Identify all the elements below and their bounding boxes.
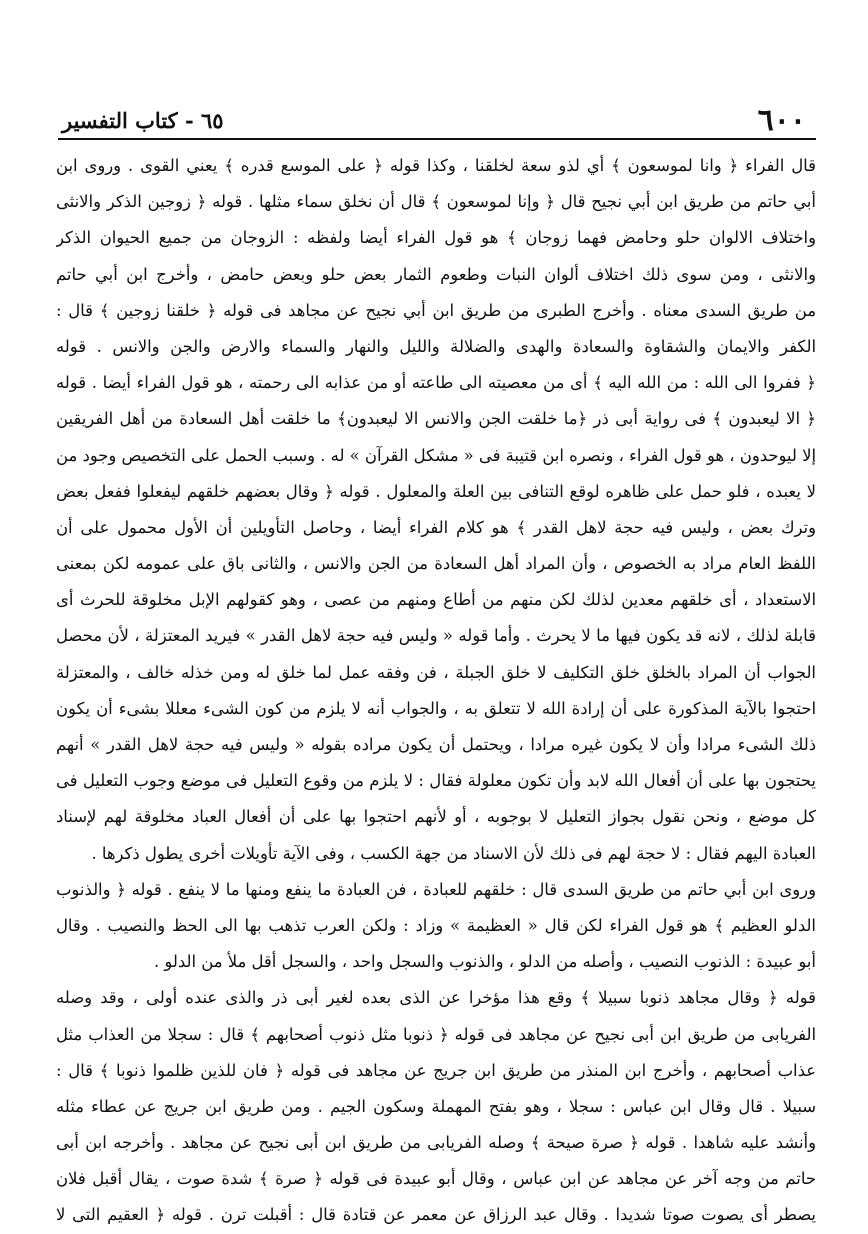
text-line: ﴿ الا ليعبدون ﴾ فى رواية أبى ذر ﴿ما خلقت الجن والانس الا ليعبدون﴾ ما خلقت أهل السعادة من أهل الفريقين <box>56 409 816 429</box>
text-line: إلا ليوحدون ، هو قول الفراء ، ونصره ابن قتيبة فى « مشكل القرآن » له . وسبب الحمل على التخصيص وجود من <box>56 445 816 465</box>
text-line: ذلك الشىء مرادا وأن لا يكون غيره مرادا ، ويحتمل أن يكون مراده بقوله « وليس فيه حجة لاهل القدر » أنهم <box>56 735 816 754</box>
text-line: قابلة لذلك ، لانه قد يكون فيها ما لا يحرث . وأما قوله « وليس فيه حجة لاهل القدر » فيريد المعتزلة ، لأن محصل <box>56 626 816 646</box>
text-line: اللفظ العام مراد به الخصوص ، وأن المراد أهل السعادة من الجن والانس ، والثانى باق على عمومه لكن بمعنى <box>56 554 816 574</box>
text-line: الدلو العظيم ﴾ هو قول الفراء لكن قال « العظيمة » وزاد : ولكن العرب تذهب بها الى الحظ والنصيب . وقال <box>56 915 816 935</box>
text-line: يصطر أى يصوت صوتا شديدا . وقال عبد الرزاق عن معمر عن قتادة قال : أقبلت ترن . قوله ﴿ العقيم التى لا <box>56 1205 816 1225</box>
text-line: أبو عبيدة : الذنوب النصيب ، وأصله من الدلو ، والذنوب والسجل واحد ، والسجل أقل ملأ من الدلو . <box>154 952 816 972</box>
page-number: ٦٠٠ <box>757 103 806 138</box>
text-line: قوله ﴿ وقال مجاهد ذنوبا سبيلا ﴾ وقع هذا مؤخرا عن الذى بعده لغير أبى ذر والذى عنده أولى ، وقد وصله <box>56 988 816 1008</box>
text-line: والانثى ، ومن سوى ذلك اختلاف ألوان النبات وطعوم الثمار بعض حلو وبعض حامض ، وأخرج ابن أبي حاتم <box>56 264 816 284</box>
text-line: احتجوا بالآية المذكورة على أن إرادة الله لا تتعلق به ، والجواب أنه لا يلزم من كون الشىء معللا بشىء أن يكون <box>56 698 816 718</box>
text-line: العبادة اليهم فقال : لا حجة لهم فى ذلك لأن الاسناد من جهة الكسب ، وفى الآية تأويلات أخرى يطول ذكرها . <box>91 843 816 863</box>
text-line: قال الفراء ﴿ وانا لموسعون ﴾ أي لذو سعة لخلقنا ، وكذا قوله ﴿ على الموسع قدره ﴾ يعني القوى . وروى ابن <box>56 156 816 175</box>
text-line: سبيلا . قال وقال ابن عباس : سجلا ، وهو بفتح المهملة وسكون الجيم . ومن طريق ابن جريج عن عطاء مثله <box>56 1096 816 1116</box>
text-line: يحتجون بها على أن أفعال الله لابد وأن تكون معلولة فقال : لا يلزم من وقوع التعليل فى موضع وجوب التعليل فى <box>56 771 816 791</box>
header-rule <box>58 138 816 140</box>
text-line: أبي حاتم من طريق ابن أبي نجيح قال ﴿ وإنا لموسعون ﴾ قال أن نخلق سماء مثلها . قوله ﴿ زوجين الذكر والانثى <box>56 192 816 212</box>
text-line: من طريق السدى معناه . وأخرج الطبرى من طريق ابن أبي نجيح عن مجاهد فى قوله ﴿ خلقنا زوجين ﴾ قال : <box>56 300 816 320</box>
text-line: حاتم من وجه آخر عن مجاهد عن ابن عباس ، وقال أبو عبيدة فى قوله ﴿ صرة ﴾ شدة صوت ، يقال أقبل فلان <box>56 1169 816 1189</box>
text-line: وأنشد عليه شاهدا . قوله ﴿ صرة صيحة ﴾ وصله الفريابى من طريق ابن أبى نجيح عن مجاهد . وأخرجه ابن أبى <box>56 1133 816 1153</box>
text-line: الاستعداد ، أى خلقهم معدين لذلك لكن منهم من أطاع ومنهم من عصى ، وهو كقولهم الإبل مخلوقة للحرث أى <box>56 590 816 610</box>
text-line: وروى ابن أبي حاتم من طريق السدى قال : خلقهم للعبادة ، فن العبادة ما ينفع ومنها ما لا ينفع . قوله ﴿ والذنوب <box>56 879 816 899</box>
text-line: لا يعبده ، فلو حمل على ظاهره لوقع التنافى بين العلة والمعلول . قوله ﴿ وقال بعضهم خلقهم ليفعلوا ففعل بعض <box>56 481 816 501</box>
text-line: ﴿ ففروا الى الله : من الله اليه ﴾ أى من معصيته الى طاعته أو من عذابه الى رحمته ، هو قول الفراء أيضا . قوله <box>56 373 816 393</box>
text-line: الكفر والايمان والشقاوة والسعادة والهدى والضلالة والليل والنهار والسماء والارض والجن والانس . قوله <box>56 336 816 356</box>
text-line: عذاب أصحابهم ، وأخرج ابن المنذر من طريق ابن جريج عن مجاهد فى قوله ﴿ فان للذين ظلموا ذنوبا ﴾ قال : <box>56 1060 816 1080</box>
running-title: ٦٥ - كتاب التفسير <box>62 108 224 133</box>
text-line: وترك بعض ، وليس فيه حجة لاهل القدر ﴾ هو كلام الفراء أيضا ، وحاصل التأويلين أن الأول محمول على أن <box>56 517 816 537</box>
text-line: كل موضع ، ونحن نقول بجواز التعليل لا بوجوبه ، أو لأنهم احتجوا بها على أن أفعال العباد مخلوقة لهم لإسناد <box>56 807 816 827</box>
text-line: واختلاف الالوان حلو وحامض فهما زوجان ﴾ هو قول الفراء أيضا ولفظه : الزوجان من جميع الحيوان الذكر <box>56 228 816 248</box>
page-header <box>58 104 814 138</box>
text-line: الفريابى من طريق ابن أبى نجيح عن مجاهد فى قوله ﴿ ذنوبا مثل ذنوب أصحابهم ﴾ قال : سجلا من العذاب مثل <box>56 1024 816 1044</box>
body-text <box>56 148 816 1225</box>
text-line: الجواب أن المراد بالخلق خلق التكليف لا خلق الجبلة ، فن وفقه عمل لما خلق له ومن خذله خالف ، والمعتزلة <box>56 662 816 682</box>
